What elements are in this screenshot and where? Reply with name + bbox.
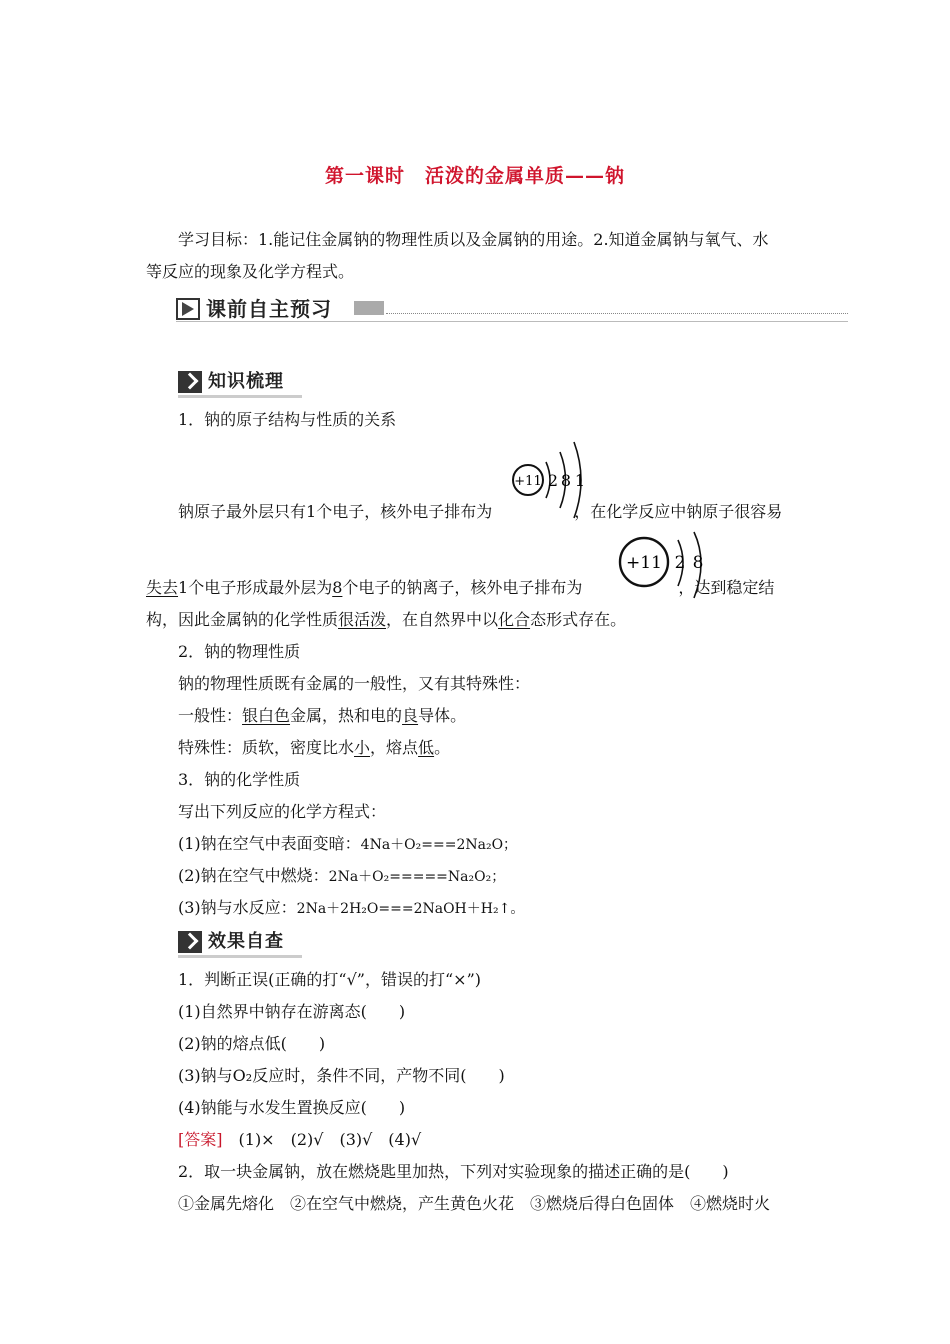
- k1-paragraph-line-3: 构，因此金属钠的化学性质很活泼，在自然界中以化合态形式存在。: [146, 610, 627, 629]
- atom-ion-shell-1: 2: [674, 553, 686, 573]
- atom-na-nucleus: +11: [514, 474, 542, 489]
- chevron-icon: [178, 931, 202, 953]
- subsection-label-knowledge: 知识梳理: [208, 371, 284, 392]
- subsection-banner-check: [178, 930, 302, 954]
- objectives-line-2: 等反应的现象及化学方程式。: [146, 262, 355, 281]
- q1-answer: [答案] (1)× (2)√ (3)√ (4)√: [178, 1130, 422, 1149]
- atom-na-shell-3: 1: [574, 471, 586, 490]
- k3-reaction-2: (2)钠在空气中燃烧：2Na＋O₂=====Na₂O₂；: [178, 866, 506, 885]
- subsection-label-check: 效果自查: [208, 931, 284, 952]
- k2-heading: 2．钠的物理性质: [178, 642, 301, 661]
- q1-item-1: (1)自然界中钠存在游离态( ): [178, 1002, 406, 1021]
- answer-label: [答案]: [178, 1130, 223, 1149]
- k2-intro: 钠的物理性质既有金属的一般性，又有其特殊性：: [178, 674, 531, 693]
- q2-heading: 2．取一块金属钠，放在燃烧匙里加热，下列对实验现象的描述正确的是( ): [178, 1162, 729, 1181]
- q1-heading: 1．判断正误(正确的打“√”，错误的打“×”): [178, 970, 481, 989]
- k1-paragraph-line-2: 失去1个电子形成最外层为8个电子的钠离子，核外电子排布为 ，达到稳定结: [146, 578, 775, 597]
- section-banner-label: 课前自主预习: [206, 297, 332, 321]
- k3-reaction-1: (1)钠在空气中表面变暗：4Na＋O₂===2Na₂O；: [178, 834, 518, 853]
- atom-ion-shell-2: 8: [692, 553, 704, 573]
- q2-options: ①金属先熔化 ②在空气中燃烧，产生黄色火花 ③燃烧后得白色固体 ④燃烧时火: [178, 1194, 771, 1213]
- atom-ion-nucleus: +11: [626, 553, 662, 573]
- k3-heading: 3．钠的化学性质: [178, 770, 301, 789]
- atom-na-shell-1: 2: [547, 471, 559, 490]
- k3-reaction-3: (3)钠与水反应：2Na＋2H₂O===2NaOH＋H₂↑。: [178, 898, 525, 917]
- q1-item-3: (3)钠与O₂反应时，条件不同，产物不同( ): [178, 1066, 505, 1085]
- q1-item-4: (4)钠能与水发生置换反应( ): [178, 1098, 406, 1117]
- subsection-banner-knowledge: [178, 370, 302, 394]
- k2-general: 一般性：银白色金属，热和电的良导体。: [178, 706, 467, 725]
- k1-heading: 1．钠的原子结构与性质的关系: [178, 410, 397, 429]
- k2-special: 特殊性：质软，密度比水小，熔点低。: [178, 738, 451, 757]
- section-banner-preview: [176, 296, 848, 322]
- atom-na-shell-2: 8: [560, 471, 572, 490]
- arrow-icon: [176, 298, 200, 320]
- k1-paragraph-line-1: 钠原子最外层只有1个电子，核外电子排布为 ，在化学反应中钠原子很容易: [178, 502, 783, 521]
- q1-item-2: (2)钠的熔点低( ): [178, 1034, 326, 1053]
- objectives-line-1: 学习目标：1.能记住金属钠的物理性质以及金属钠的用途。2.知道金属钠与氧气、水: [178, 230, 769, 249]
- page-title: 第一课时 活泼的金属单质——钠: [324, 165, 625, 187]
- chevron-icon: [178, 371, 202, 393]
- k3-intro: 写出下列反应的化学方程式：: [178, 802, 387, 821]
